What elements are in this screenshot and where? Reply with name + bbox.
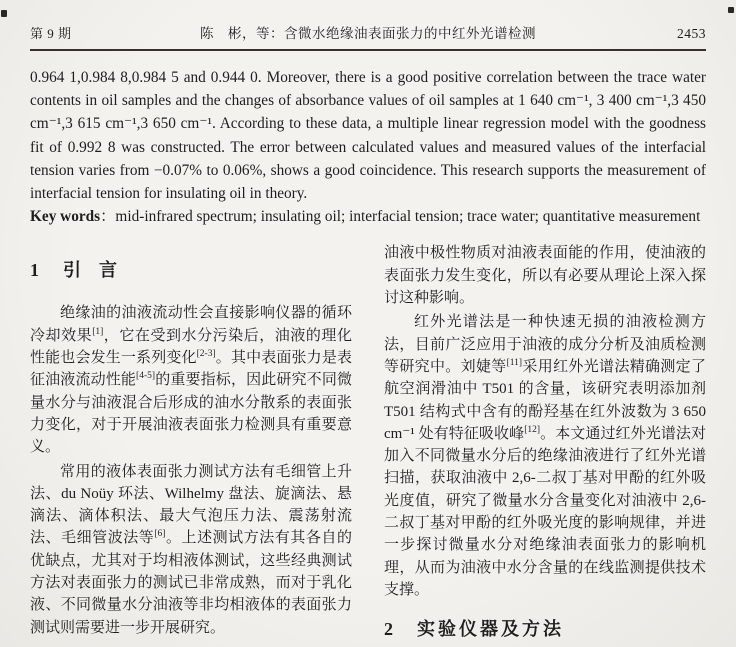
section-2-number: 2	[384, 619, 393, 640]
abstract-paragraph: 0.964 1,0.984 8,0.984 5 and 0.944 0. Moreover, there is a good positive correlation between the trace water contents in oil samples and the changes of absorbance values of oil samples at 1 640 cm⁻¹, 3 400 cm⁻¹,3 450 cm⁻¹,3 615 cm⁻¹,3 650 cm⁻¹. According to these data, a multiple linear regression model with the goodness fit of 0.992 8 was constructed. The error between calculated values and measured values of the interfacial tension varies from −0.07% to 0.06%, shows a good coincidence. This research supports the measurement of interfacial tension for insulating oil in theory.	[30, 69, 706, 203]
two-column-body	[30, 242, 706, 641]
page-header	[30, 14, 706, 42]
scan-artifact	[728, 7, 734, 13]
intro-paragraph-1: 绝缘油的油液流动性会直接影响仪器的循环冷却效果[1]，它在受到水分污染后，油液的理化性能也会发生一系列变化[2-3]。其中表面张力是表征油液流动性能[4-5]的重要指标，因此研究不同微量水分与油液混合后形成的油水分散系的表面张力变化，对于开展油液表面张力检测具有重要意义。	[30, 305, 352, 456]
abstract-section	[30, 66, 706, 228]
infrared-method-paragraph: 红外光谱法是一种快速无损的油液检测方法，目前广泛应用于油液的成分分析及油质检测等研究中。刘婕等[11]采用红外光谱法精确测定了航空润滑油中 T501 的含量，该研究表明添加剂 T501 结构式中含有的酚羟基在红外波数为 3 650 cm⁻¹ 处有特征吸收峰[12]。本文通过红外光谱法对加入不同微量水分后的绝缘油液进行了红外光谱扫描，获取油液中 2,6-二叔丁基对甲酚的红外吸光度值，研究了微量水分含量变化对油液中 2,6-二叔丁基对甲酚的红外吸光度的影响规律，并进一步探讨微量水分对绝缘油表面张力的影响机理，从而为油液中水分含量的在线监测提供技术支撑。	[384, 314, 706, 598]
issue-number: 第 9 期	[30, 26, 72, 41]
keywords-label: Key words	[30, 208, 101, 226]
section-2-title: 实验仪器及方法	[417, 619, 564, 640]
right-column	[384, 242, 706, 641]
continuation-paragraph: 油液中极性物质对油液表面能的作用，使油液的表面张力发生变化，所以有必要从理论上深入探讨这种影响。	[384, 245, 706, 307]
section-1-heading	[30, 258, 352, 282]
intro-paragraph-2: 常用的液体表面张力测试方法有毛细管上升法、du Noüy 环法、Wilhelmy 盘法、旋滴法、悬滴法、滴体积法、最大气泡压力法、震荡射流法、毛细管波法等[6]。上述测试方法有其各自的优缺点，尤其对于均相液体测试，这些经典测试方法对表面张力的测试已非常成熟，而对于乳化液、不同微量水分油液等非均相液体的表面张力测试则需要进一步开展研究。	[30, 463, 352, 636]
keywords-line	[30, 205, 706, 228]
left-column	[30, 242, 352, 641]
keywords-separator: ：	[100, 208, 116, 226]
section-1-title: 引 言	[63, 260, 117, 281]
header-rule	[30, 49, 706, 51]
section-1-number: 1	[30, 260, 39, 281]
running-title: 陈 彬，等：含微水绝缘油表面张力的中红外光谱检测	[200, 26, 536, 41]
page-number: 2453	[677, 26, 706, 41]
keywords-text: mid-infrared spectrum; insulating oil; interfacial tension; trace water; quantitative measurement	[115, 208, 701, 226]
scan-artifact	[1, 10, 7, 17]
section-2-heading	[384, 617, 706, 641]
